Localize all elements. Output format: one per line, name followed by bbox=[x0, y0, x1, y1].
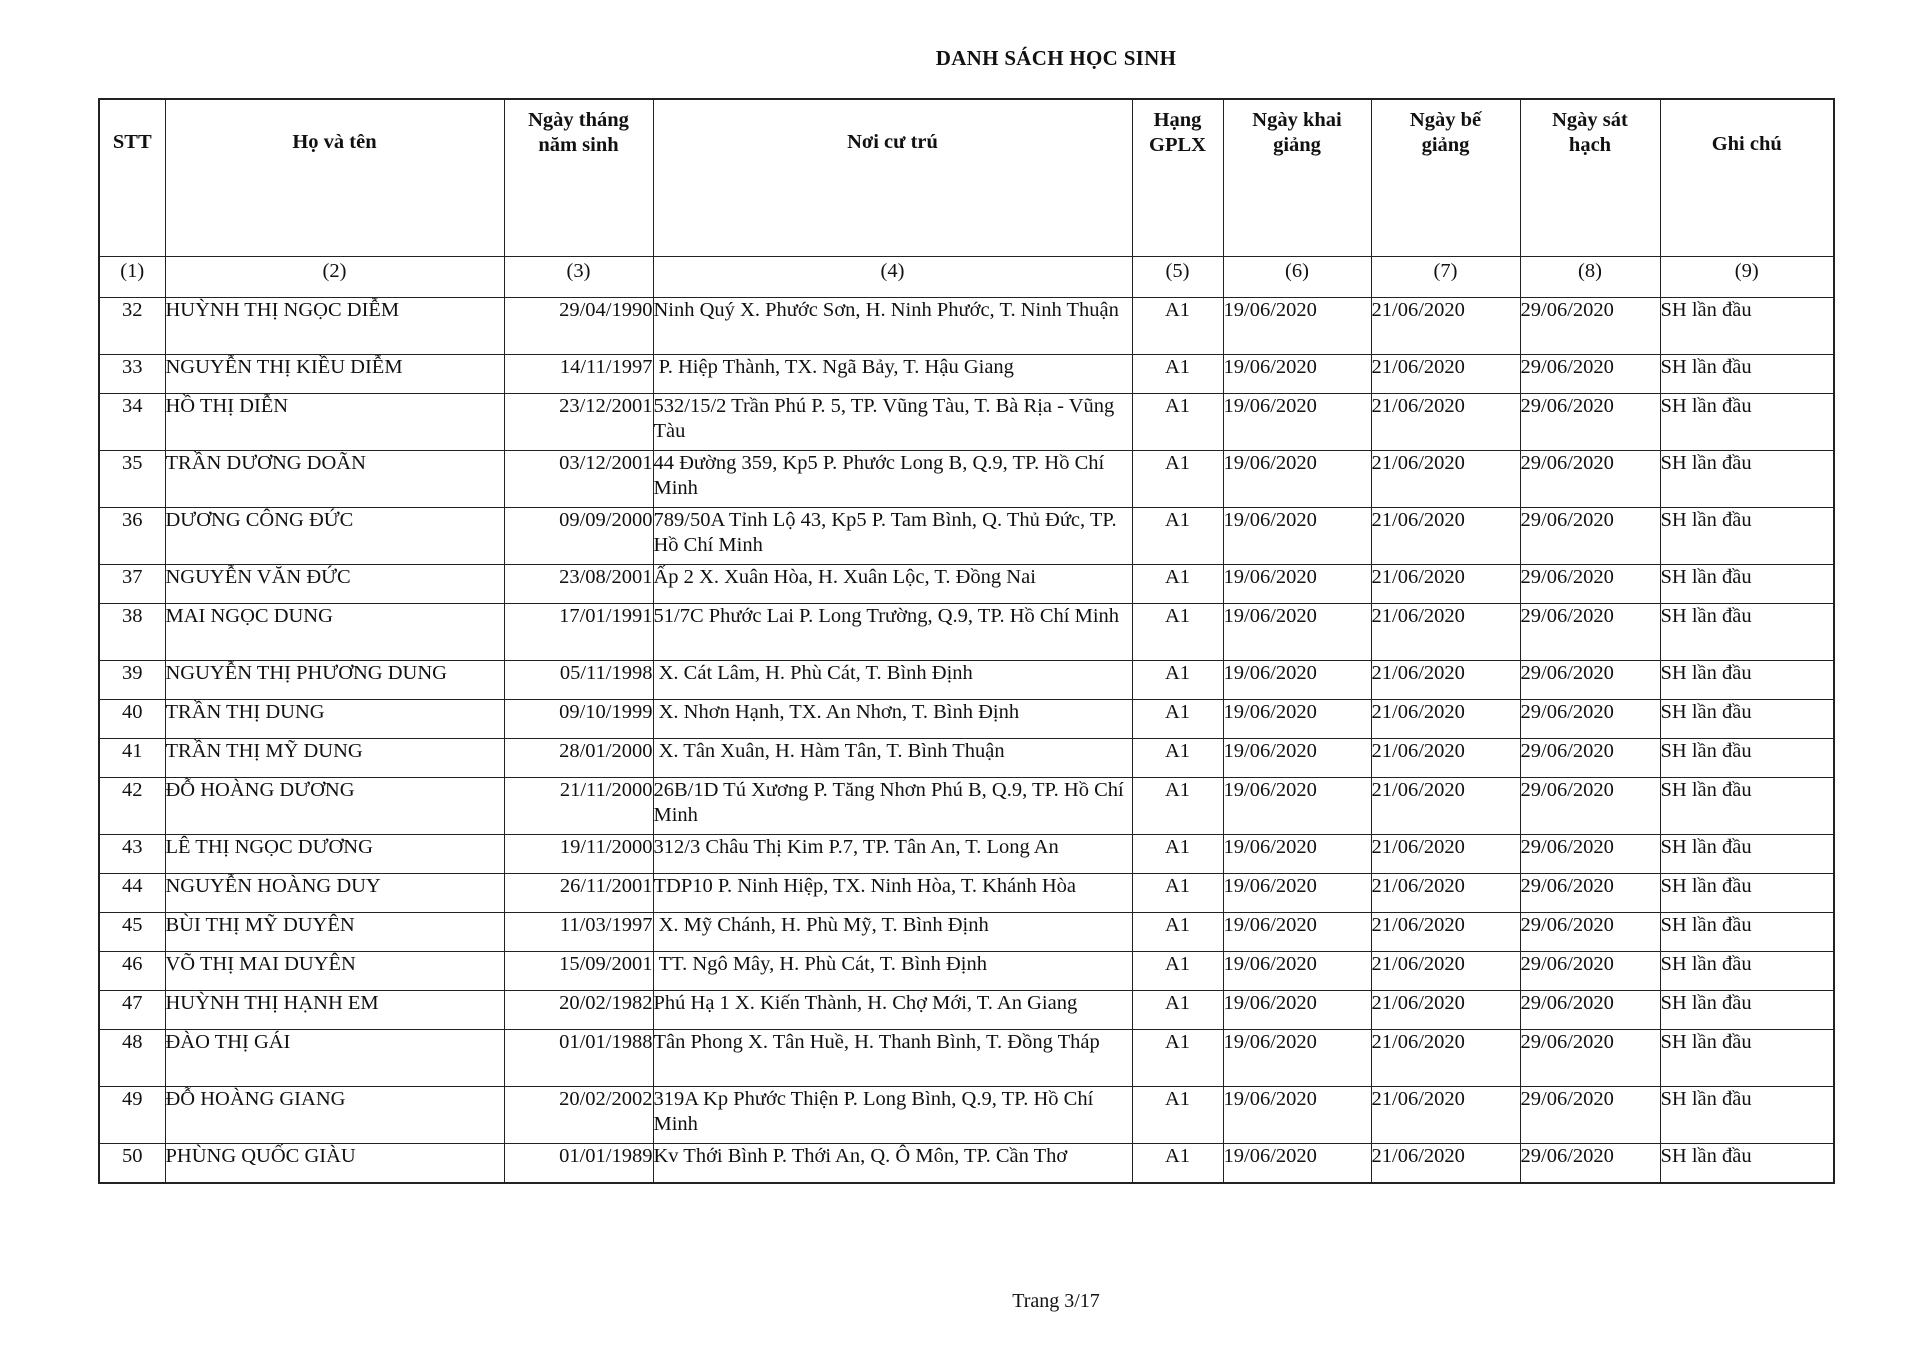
column-number: (9) bbox=[1660, 257, 1834, 298]
row-number: 38 bbox=[99, 604, 165, 661]
header-start-date: Ngày khai giảng bbox=[1223, 99, 1371, 257]
note: SH lần đầu bbox=[1660, 1144, 1834, 1184]
column-number: (4) bbox=[653, 257, 1132, 298]
end-date: 21/06/2020 bbox=[1371, 1144, 1520, 1184]
exam-date: 29/06/2020 bbox=[1520, 508, 1660, 565]
end-date: 21/06/2020 bbox=[1371, 355, 1520, 394]
date-of-birth: 20/02/2002 bbox=[504, 1087, 653, 1144]
table-row bbox=[99, 565, 1834, 604]
note: SH lần đầu bbox=[1660, 298, 1834, 355]
table-row bbox=[99, 874, 1834, 913]
license-class: A1 bbox=[1132, 991, 1223, 1030]
license-class: A1 bbox=[1132, 508, 1223, 565]
end-date: 21/06/2020 bbox=[1371, 874, 1520, 913]
row-number: 43 bbox=[99, 835, 165, 874]
exam-date: 29/06/2020 bbox=[1520, 835, 1660, 874]
row-number: 47 bbox=[99, 991, 165, 1030]
start-date: 19/06/2020 bbox=[1223, 604, 1371, 661]
start-date: 19/06/2020 bbox=[1223, 508, 1371, 565]
date-of-birth: 09/10/1999 bbox=[504, 700, 653, 739]
student-name: HUỲNH THỊ NGỌC DIỄM bbox=[165, 298, 504, 355]
residence-address: 789/50A Tỉnh Lộ 43, Kp5 P. Tam Bình, Q. Thủ Đức, TP. Hồ Chí Minh bbox=[653, 508, 1132, 565]
start-date: 19/06/2020 bbox=[1223, 451, 1371, 508]
row-number: 34 bbox=[99, 394, 165, 451]
end-date: 21/06/2020 bbox=[1371, 451, 1520, 508]
date-of-birth: 11/03/1997 bbox=[504, 913, 653, 952]
date-of-birth: 29/04/1990 bbox=[504, 298, 653, 355]
exam-date: 29/06/2020 bbox=[1520, 952, 1660, 991]
column-number: (6) bbox=[1223, 257, 1371, 298]
note: SH lần đầu bbox=[1660, 661, 1834, 700]
header-end-date: Ngày bế giảng bbox=[1371, 99, 1520, 257]
note: SH lần đầu bbox=[1660, 913, 1834, 952]
license-class: A1 bbox=[1132, 451, 1223, 508]
row-number: 33 bbox=[99, 355, 165, 394]
end-date: 21/06/2020 bbox=[1371, 661, 1520, 700]
student-name: TRẦN DƯƠNG DOÃN bbox=[165, 451, 504, 508]
end-date: 21/06/2020 bbox=[1371, 1030, 1520, 1087]
date-of-birth: 03/12/2001 bbox=[504, 451, 653, 508]
column-number: (5) bbox=[1132, 257, 1223, 298]
student-name: LÊ THỊ NGỌC DƯƠNG bbox=[165, 835, 504, 874]
license-class: A1 bbox=[1132, 1087, 1223, 1144]
start-date: 19/06/2020 bbox=[1223, 394, 1371, 451]
date-of-birth: 01/01/1988 bbox=[504, 1030, 653, 1087]
exam-date: 29/06/2020 bbox=[1520, 700, 1660, 739]
exam-date: 29/06/2020 bbox=[1520, 1030, 1660, 1087]
start-date: 19/06/2020 bbox=[1223, 1144, 1371, 1184]
note: SH lần đầu bbox=[1660, 604, 1834, 661]
exam-date: 29/06/2020 bbox=[1520, 355, 1660, 394]
note: SH lần đầu bbox=[1660, 451, 1834, 508]
exam-date: 29/06/2020 bbox=[1520, 451, 1660, 508]
start-date: 19/06/2020 bbox=[1223, 565, 1371, 604]
student-name: ĐÀO THỊ GÁI bbox=[165, 1030, 504, 1087]
header-name: Họ và tên bbox=[165, 99, 504, 257]
student-name: DƯƠNG CÔNG ĐỨC bbox=[165, 508, 504, 565]
note: SH lần đầu bbox=[1660, 1030, 1834, 1087]
license-class: A1 bbox=[1132, 739, 1223, 778]
end-date: 21/06/2020 bbox=[1371, 778, 1520, 835]
note: SH lần đầu bbox=[1660, 835, 1834, 874]
table-row bbox=[99, 913, 1834, 952]
student-name: NGUYỄN VĂN ĐỨC bbox=[165, 565, 504, 604]
row-number: 39 bbox=[99, 661, 165, 700]
row-number: 37 bbox=[99, 565, 165, 604]
row-number: 41 bbox=[99, 739, 165, 778]
residence-address: Tân Phong X. Tân Huề, H. Thanh Bình, T. Đồng Tháp bbox=[653, 1030, 1132, 1087]
page-number: Trang 3/17 bbox=[1012, 1290, 1100, 1312]
license-class: A1 bbox=[1132, 952, 1223, 991]
student-name: VÕ THỊ MAI DUYÊN bbox=[165, 952, 504, 991]
exam-date: 29/06/2020 bbox=[1520, 991, 1660, 1030]
end-date: 21/06/2020 bbox=[1371, 508, 1520, 565]
row-number: 44 bbox=[99, 874, 165, 913]
start-date: 19/06/2020 bbox=[1223, 739, 1371, 778]
student-name: ĐỖ HOÀNG GIANG bbox=[165, 1087, 504, 1144]
row-number: 49 bbox=[99, 1087, 165, 1144]
license-class: A1 bbox=[1132, 778, 1223, 835]
date-of-birth: 26/11/2001 bbox=[504, 874, 653, 913]
note: SH lần đầu bbox=[1660, 952, 1834, 991]
student-name: BÙI THỊ MỸ DUYÊN bbox=[165, 913, 504, 952]
residence-address: 312/3 Châu Thị Kim P.7, TP. Tân An, T. Long An bbox=[653, 835, 1132, 874]
date-of-birth: 09/09/2000 bbox=[504, 508, 653, 565]
license-class: A1 bbox=[1132, 661, 1223, 700]
residence-address: Ninh Quý X. Phước Sơn, H. Ninh Phước, T. Ninh Thuận bbox=[653, 298, 1132, 355]
license-class: A1 bbox=[1132, 604, 1223, 661]
residence-address: X. Tân Xuân, H. Hàm Tân, T. Bình Thuận bbox=[653, 739, 1132, 778]
table-row bbox=[99, 952, 1834, 991]
license-class: A1 bbox=[1132, 700, 1223, 739]
license-class: A1 bbox=[1132, 874, 1223, 913]
exam-date: 29/06/2020 bbox=[1520, 913, 1660, 952]
student-name: NGUYỄN HOÀNG DUY bbox=[165, 874, 504, 913]
residence-address: Ấp 2 X. Xuân Hòa, H. Xuân Lộc, T. Đồng Nai bbox=[653, 565, 1132, 604]
table-row bbox=[99, 739, 1834, 778]
residence-address: X. Nhơn Hạnh, TX. An Nhơn, T. Bình Định bbox=[653, 700, 1132, 739]
row-number: 48 bbox=[99, 1030, 165, 1087]
student-name: ĐỖ HOÀNG DƯƠNG bbox=[165, 778, 504, 835]
table-row bbox=[99, 508, 1834, 565]
start-date: 19/06/2020 bbox=[1223, 1030, 1371, 1087]
end-date: 21/06/2020 bbox=[1371, 604, 1520, 661]
license-class: A1 bbox=[1132, 913, 1223, 952]
date-of-birth: 17/01/1991 bbox=[504, 604, 653, 661]
table-row bbox=[99, 778, 1834, 835]
table-row bbox=[99, 394, 1834, 451]
column-number-row bbox=[99, 257, 1834, 298]
start-date: 19/06/2020 bbox=[1223, 991, 1371, 1030]
table-row bbox=[99, 1144, 1834, 1184]
date-of-birth: 28/01/2000 bbox=[504, 739, 653, 778]
note: SH lần đầu bbox=[1660, 508, 1834, 565]
residence-address: 532/15/2 Trần Phú P. 5, TP. Vũng Tàu, T. Bà Rịa - Vũng Tàu bbox=[653, 394, 1132, 451]
date-of-birth: 20/02/1982 bbox=[504, 991, 653, 1030]
start-date: 19/06/2020 bbox=[1223, 700, 1371, 739]
header-exam-date: Ngày sát hạch bbox=[1520, 99, 1660, 257]
note: SH lần đầu bbox=[1660, 565, 1834, 604]
end-date: 21/06/2020 bbox=[1371, 913, 1520, 952]
license-class: A1 bbox=[1132, 565, 1223, 604]
exam-date: 29/06/2020 bbox=[1520, 874, 1660, 913]
license-class: A1 bbox=[1132, 835, 1223, 874]
date-of-birth: 14/11/1997 bbox=[504, 355, 653, 394]
residence-address: Kv Thới Bình P. Thới An, Q. Ô Môn, TP. Cần Thơ bbox=[653, 1144, 1132, 1184]
header-note: Ghi chú bbox=[1660, 99, 1834, 257]
table-row bbox=[99, 604, 1834, 661]
row-number: 40 bbox=[99, 700, 165, 739]
student-name: PHÙNG QUỐC GIÀU bbox=[165, 1144, 504, 1184]
row-number: 46 bbox=[99, 952, 165, 991]
student-name: NGUYỄN THỊ KIỀU DIỄM bbox=[165, 355, 504, 394]
end-date: 21/06/2020 bbox=[1371, 739, 1520, 778]
note: SH lần đầu bbox=[1660, 700, 1834, 739]
date-of-birth: 01/01/1989 bbox=[504, 1144, 653, 1184]
column-number: (2) bbox=[165, 257, 504, 298]
header-address: Nơi cư trú bbox=[653, 99, 1132, 257]
license-class: A1 bbox=[1132, 1030, 1223, 1087]
end-date: 21/06/2020 bbox=[1371, 394, 1520, 451]
exam-date: 29/06/2020 bbox=[1520, 739, 1660, 778]
date-of-birth: 19/11/2000 bbox=[504, 835, 653, 874]
start-date: 19/06/2020 bbox=[1223, 661, 1371, 700]
end-date: 21/06/2020 bbox=[1371, 991, 1520, 1030]
table-row bbox=[99, 298, 1834, 355]
residence-address: 26B/1D Tú Xương P. Tăng Nhơn Phú B, Q.9, TP. Hồ Chí Minh bbox=[653, 778, 1132, 835]
table-row bbox=[99, 1030, 1834, 1087]
student-name: TRẦN THỊ MỸ DUNG bbox=[165, 739, 504, 778]
note: SH lần đầu bbox=[1660, 991, 1834, 1030]
note: SH lần đầu bbox=[1660, 778, 1834, 835]
row-number: 36 bbox=[99, 508, 165, 565]
residence-address: X. Mỹ Chánh, H. Phù Mỹ, T. Bình Định bbox=[653, 913, 1132, 952]
start-date: 19/06/2020 bbox=[1223, 355, 1371, 394]
header-row bbox=[99, 99, 1834, 257]
end-date: 21/06/2020 bbox=[1371, 565, 1520, 604]
row-number: 42 bbox=[99, 778, 165, 835]
exam-date: 29/06/2020 bbox=[1520, 394, 1660, 451]
column-number: (7) bbox=[1371, 257, 1520, 298]
end-date: 21/06/2020 bbox=[1371, 298, 1520, 355]
column-number: (8) bbox=[1520, 257, 1660, 298]
end-date: 21/06/2020 bbox=[1371, 952, 1520, 991]
start-date: 19/06/2020 bbox=[1223, 835, 1371, 874]
student-name: TRẦN THỊ DUNG bbox=[165, 700, 504, 739]
end-date: 21/06/2020 bbox=[1371, 835, 1520, 874]
header-dob: Ngày tháng năm sinh bbox=[504, 99, 653, 257]
column-number: (1) bbox=[99, 257, 165, 298]
license-class: A1 bbox=[1132, 394, 1223, 451]
start-date: 19/06/2020 bbox=[1223, 913, 1371, 952]
start-date: 19/06/2020 bbox=[1223, 1087, 1371, 1144]
date-of-birth: 21/11/2000 bbox=[504, 778, 653, 835]
note: SH lần đầu bbox=[1660, 874, 1834, 913]
page-title: DANH SÁCH HỌC SINH bbox=[935, 46, 1177, 70]
start-date: 19/06/2020 bbox=[1223, 874, 1371, 913]
date-of-birth: 23/12/2001 bbox=[504, 394, 653, 451]
table-row bbox=[99, 991, 1834, 1030]
residence-address: 44 Đường 359, Kp5 P. Phước Long B, Q.9, TP. Hồ Chí Minh bbox=[653, 451, 1132, 508]
note: SH lần đầu bbox=[1660, 394, 1834, 451]
table-row bbox=[99, 1087, 1834, 1144]
residence-address: Phú Hạ 1 X. Kiến Thành, H. Chợ Mới, T. An Giang bbox=[653, 991, 1132, 1030]
exam-date: 29/06/2020 bbox=[1520, 604, 1660, 661]
student-name: MAI NGỌC DUNG bbox=[165, 604, 504, 661]
student-name: HỒ THỊ DIỄN bbox=[165, 394, 504, 451]
end-date: 21/06/2020 bbox=[1371, 700, 1520, 739]
residence-address: X. Cát Lâm, H. Phù Cát, T. Bình Định bbox=[653, 661, 1132, 700]
license-class: A1 bbox=[1132, 355, 1223, 394]
date-of-birth: 23/08/2001 bbox=[504, 565, 653, 604]
license-class: A1 bbox=[1132, 1144, 1223, 1184]
license-class: A1 bbox=[1132, 298, 1223, 355]
table-row bbox=[99, 451, 1834, 508]
residence-address: TDP10 P. Ninh Hiệp, TX. Ninh Hòa, T. Khánh Hòa bbox=[653, 874, 1132, 913]
student-name: NGUYỄN THỊ PHƯƠNG DUNG bbox=[165, 661, 504, 700]
row-number: 45 bbox=[99, 913, 165, 952]
exam-date: 29/06/2020 bbox=[1520, 778, 1660, 835]
note: SH lần đầu bbox=[1660, 1087, 1834, 1144]
note: SH lần đầu bbox=[1660, 739, 1834, 778]
note: SH lần đầu bbox=[1660, 355, 1834, 394]
residence-address: 51/7C Phước Lai P. Long Trường, Q.9, TP. Hồ Chí Minh bbox=[653, 604, 1132, 661]
table-row bbox=[99, 835, 1834, 874]
table-row bbox=[99, 355, 1834, 394]
start-date: 19/06/2020 bbox=[1223, 952, 1371, 991]
student-table bbox=[98, 98, 1835, 1184]
residence-address: TT. Ngô Mây, H. Phù Cát, T. Bình Định bbox=[653, 952, 1132, 991]
table-row bbox=[99, 700, 1834, 739]
row-number: 32 bbox=[99, 298, 165, 355]
student-name: HUỲNH THỊ HẠNH EM bbox=[165, 991, 504, 1030]
start-date: 19/06/2020 bbox=[1223, 778, 1371, 835]
date-of-birth: 05/11/1998 bbox=[504, 661, 653, 700]
exam-date: 29/06/2020 bbox=[1520, 565, 1660, 604]
exam-date: 29/06/2020 bbox=[1520, 298, 1660, 355]
row-number: 35 bbox=[99, 451, 165, 508]
exam-date: 29/06/2020 bbox=[1520, 661, 1660, 700]
header-stt: STT bbox=[99, 99, 165, 257]
date-of-birth: 15/09/2001 bbox=[504, 952, 653, 991]
exam-date: 29/06/2020 bbox=[1520, 1087, 1660, 1144]
residence-address: 319A Kp Phước Thiện P. Long Bình, Q.9, TP. Hồ Chí Minh bbox=[653, 1087, 1132, 1144]
residence-address: P. Hiệp Thành, TX. Ngã Bảy, T. Hậu Giang bbox=[653, 355, 1132, 394]
end-date: 21/06/2020 bbox=[1371, 1087, 1520, 1144]
header-license-class: Hạng GPLX bbox=[1132, 99, 1223, 257]
start-date: 19/06/2020 bbox=[1223, 298, 1371, 355]
row-number: 50 bbox=[99, 1144, 165, 1184]
table-row bbox=[99, 661, 1834, 700]
exam-date: 29/06/2020 bbox=[1520, 1144, 1660, 1184]
column-number: (3) bbox=[504, 257, 653, 298]
